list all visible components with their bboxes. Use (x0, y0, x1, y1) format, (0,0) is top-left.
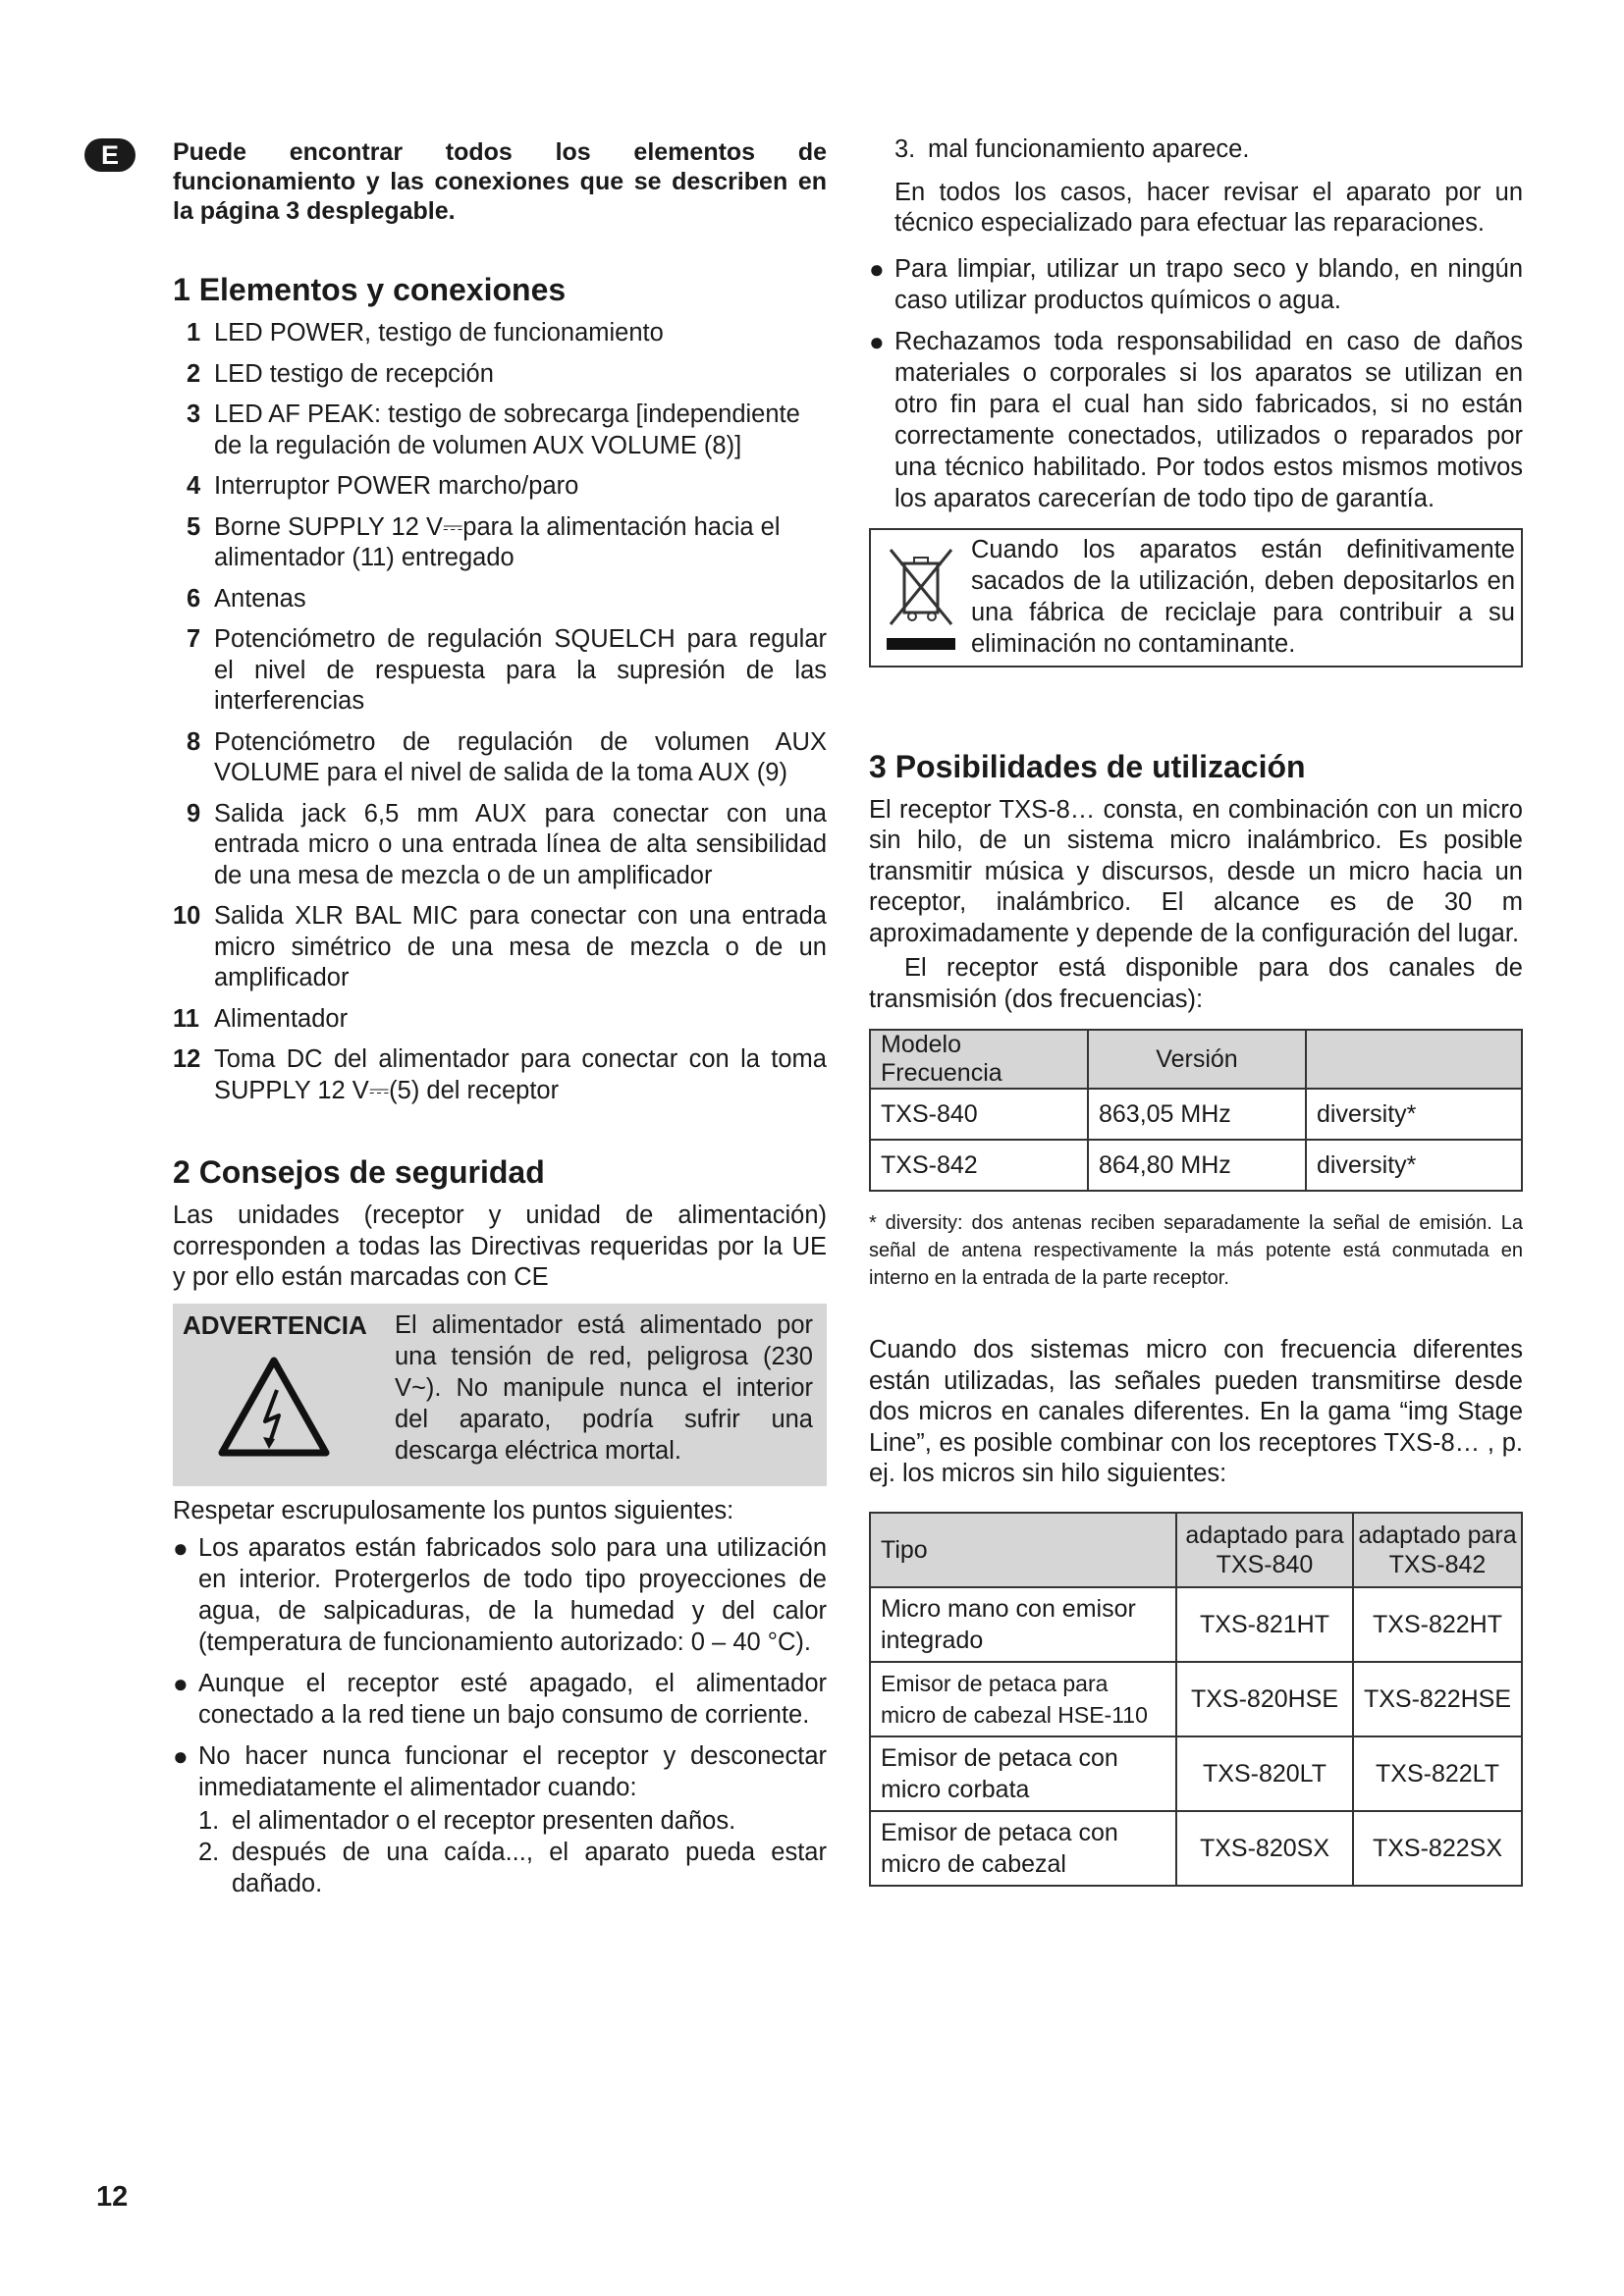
table-cell: Emisor de petaca con micro corbata (870, 1736, 1176, 1811)
table-cell: diversity* (1306, 1089, 1522, 1140)
table-cell: TXS-820HSE (1176, 1662, 1353, 1736)
table-cell: TXS-822HT (1353, 1587, 1522, 1662)
list-item (869, 253, 1523, 316)
item-text: Alimentador (214, 1004, 349, 1033)
language-badge: E (84, 138, 135, 172)
table-header: adaptado para TXS-840 (1176, 1513, 1353, 1587)
list-item (173, 799, 827, 892)
weee-bin-icon (883, 542, 959, 652)
table-header: adaptado para TXS-842 (1353, 1513, 1522, 1587)
table-header: Tipo (870, 1513, 1176, 1587)
table-row (870, 1811, 1522, 1886)
table-cell: 864,80 MHz (1088, 1140, 1306, 1191)
item-number: 11 (173, 1004, 199, 1033)
subitem-number: 2. (198, 1839, 220, 1866)
recycle-box (869, 528, 1523, 667)
subitem-text: mal funcionamiento aparece. (928, 135, 1250, 163)
warning-title: ADVERTENCIA (183, 1309, 367, 1340)
table-cell: TXS-820SX (1176, 1811, 1353, 1886)
item-number: 6 (187, 584, 201, 613)
list-item (173, 359, 827, 391)
table-cell: TXS-822HSE (1353, 1662, 1522, 1736)
check-text: En todos los casos, hacer revisar el aparato por un técnico especializado para efectuar las reparaciones. (894, 178, 1523, 237)
bullet-text: No hacer nunca funcionar el receptor y desconectar inmediatamente el alimentador cuando: (198, 1742, 827, 1801)
section1-title: 1 Elementos y conexiones (173, 272, 567, 307)
table-header (1306, 1030, 1522, 1089)
item-number: 1 (187, 319, 201, 347)
table-cell: 863,05 MHz (1088, 1089, 1306, 1140)
list-item (173, 512, 827, 574)
sublist (198, 1805, 827, 1899)
section3-title: 3 Posibilidades de utilización (869, 748, 1306, 784)
bullet-icon: ● (173, 1533, 189, 1563)
page-number: 12 (96, 2181, 129, 2213)
item-number: 7 (187, 625, 201, 653)
table-header: Modelo Frecuencia (870, 1030, 1088, 1089)
table-row (870, 1140, 1522, 1191)
bullet-icon: ● (173, 1741, 189, 1771)
list-item (869, 326, 1523, 514)
list-item (173, 901, 827, 994)
list-item (173, 318, 827, 349)
item-number: 9 (187, 799, 201, 828)
list-item (173, 471, 827, 503)
item-number: 10 (173, 902, 201, 930)
electric-hazard-icon (216, 1355, 332, 1459)
table-cell: TXS-840 (870, 1089, 1088, 1140)
item-number: 5 (187, 512, 201, 541)
table-row (870, 1736, 1522, 1811)
bullet-icon: ● (869, 326, 885, 356)
sublist-item (198, 1805, 827, 1837)
footnote: * diversity: dos antenas reciben separadamente la señal de emisión. La señal de antena respectivamente la más potente está conmutada en interno en la entrada de la parte receptor. (869, 1212, 1523, 1289)
section2-title: 2 Consejos de seguridad (173, 1154, 545, 1190)
bullet-icon: ● (869, 253, 885, 284)
list-item (173, 727, 827, 789)
intro-text: Puede encontrar todos los elementos de funcionamiento y las conexiones que se describen en la página 3 desplegable. (173, 138, 827, 225)
section3-para1: El receptor TXS-8… consta, en combinación con un micro sin hilo, de un sistema micro inalámbrico. Es posible transmitir música y discursos, desde un micro hacia un receptor, inalámbrico. El alcance es de 30 m aproximadamente y depende de la configuración del lugar. (869, 795, 1523, 947)
list-item (173, 400, 827, 461)
item-number: 4 (187, 472, 201, 500)
table-cell: diversity* (1306, 1140, 1522, 1191)
subitem-text: el alimentador o el receptor presenten daños. (232, 1807, 736, 1835)
item-text: Antenas (214, 584, 306, 613)
respect-text: Respetar escrupulosamente los puntos siguientes: (173, 1496, 734, 1524)
table-row (870, 1662, 1522, 1736)
table-cell: TXS-822SX (1353, 1811, 1522, 1886)
left-column (173, 137, 827, 1909)
section3-para3: Cuando dos sistemas micro con frecuencia diferentes están utilizadas, las señales pueden transmitirse desde dos micros en canales diferentes. En la gama “img Stage Line”, es posible combinar con los receptores TXS-8… , p. ej. los micros sin hilo siguientes: (869, 1336, 1523, 1487)
item-text: Potenciómetro de regulación de volumen AUX VOLUME para el nivel de salida de la toma AUX (9) (214, 727, 827, 786)
item-number: 12 (173, 1045, 201, 1073)
table-cell: TXS-822LT (1353, 1736, 1522, 1811)
table-header: Versión (1088, 1030, 1306, 1089)
right-column (869, 134, 1523, 1887)
item-text: Potenciómetro de regulación SQUELCH para regular el nivel de respuesta para la supresión de las interferencias (214, 625, 827, 715)
bullet-text: Aunque el receptor esté apagado, el alimentador conectado a la red tiene un bajo consumo de corriente. (198, 1670, 827, 1729)
item-text: Salida jack 6,5 mm AUX para conectar con una entrada micro o una entrada línea de alta sensibilidad de una mesa de mezcla o de un amplificador (214, 799, 827, 889)
table-cell: TXS-821HT (1176, 1587, 1353, 1662)
table-header-row (870, 1030, 1522, 1089)
item-text: Borne SUPPLY 12 V⎓para la alimentación hacia el alimentador (11) entregado (214, 512, 781, 571)
list-item (173, 584, 827, 615)
item-text: LED POWER, testigo de funcionamiento (214, 319, 664, 347)
subitem-text: después de una caída..., el aparato pueda estar dañado. (232, 1839, 827, 1897)
subitem-number: 1. (198, 1807, 220, 1835)
list-item (173, 1004, 827, 1036)
item-number: 8 (187, 727, 201, 756)
item-text: LED testigo de recepción (214, 359, 494, 388)
table-cell: Emisor de petaca para micro de cabezal HSE-110 (870, 1662, 1176, 1736)
list-item (173, 1532, 827, 1658)
item-text: Salida XLR BAL MIC para conectar con una entrada micro simétrico de una mesa de mezcla o de un amplificador (214, 902, 827, 991)
recycle-text: Cuando los aparatos están definitivamente sacados de la utilización, deben depositarlos en una fábrica de reciclaje para contribuir a su eliminación no contaminante. (971, 535, 1515, 658)
models-table (869, 1512, 1523, 1887)
table-cell: TXS-842 (870, 1140, 1088, 1191)
bullet-icon: ● (173, 1669, 189, 1698)
item-text: Interruptor POWER marcho/paro (214, 472, 579, 500)
bullet-text: Rechazamos toda responsabilidad en caso de daños materiales o corporales si los aparatos se utilizan en otro fin para el cual han sido fabricados, si no están correctamente conectados, utilizados o reparados por una técnico habilitado. Por todos estos mismos motivos los aparatos carecerían de todo tipo de garantía. (894, 327, 1523, 512)
table-cell: Emisor de petaca con micro de cabezal (870, 1811, 1176, 1886)
item-number: 3 (187, 400, 201, 428)
sublist-item (894, 134, 1523, 166)
list-item (173, 1668, 827, 1731)
table-row (870, 1587, 1522, 1662)
subitem-number: 3. (894, 135, 916, 163)
bullet-text: Los aparatos están fabricados solo para una utilización en interior. Protergerlos de todo tipo proyecciones de agua, de salpicaduras, de la humedad y del calor (temperatura de funcionamiento autorizado: 0 – 40 °C). (198, 1534, 827, 1656)
item-text: LED AF PEAK: testigo de sobrecarga [independiente de la regulación de volumen AUX VOLUME (8)] (214, 400, 800, 459)
safety-bullets (173, 1532, 827, 1899)
table-header-row (870, 1513, 1522, 1587)
elements-list (173, 318, 827, 1106)
list-item (173, 1044, 827, 1106)
sublist-item (198, 1837, 827, 1899)
warning-box (173, 1304, 827, 1486)
warning-text: El alimentador está alimentado por una tensión de red, peligrosa (230 V~). No manipule nunca el interior del aparato, podría sufrir una descarga eléctrica mortal. (395, 1310, 813, 1465)
section3-para2: El receptor está disponible para dos canales de transmisión (dos frecuencias): (869, 954, 1523, 1013)
bullet-text: Para limpiar, utilizar un trapo seco y blando, en ningún caso utilizar productos químicos o agua. (894, 254, 1523, 314)
item-number: 2 (187, 359, 201, 388)
item-text: Toma DC del alimentador para conectar con la toma SUPPLY 12 V⎓(5) del receptor (214, 1045, 827, 1104)
table-cell: Micro mano con emisor integrado (870, 1587, 1176, 1662)
ce-text: Las unidades (receptor y unidad de alimentación) corresponden a todas las Directivas requeridas por la UE y por ello están marcadas con CE (173, 1201, 827, 1291)
table-cell: TXS-820LT (1176, 1736, 1353, 1811)
care-bullets (869, 253, 1523, 514)
list-item (173, 1740, 827, 1899)
table-row (870, 1089, 1522, 1140)
list-item (173, 624, 827, 718)
frequency-table (869, 1029, 1523, 1192)
